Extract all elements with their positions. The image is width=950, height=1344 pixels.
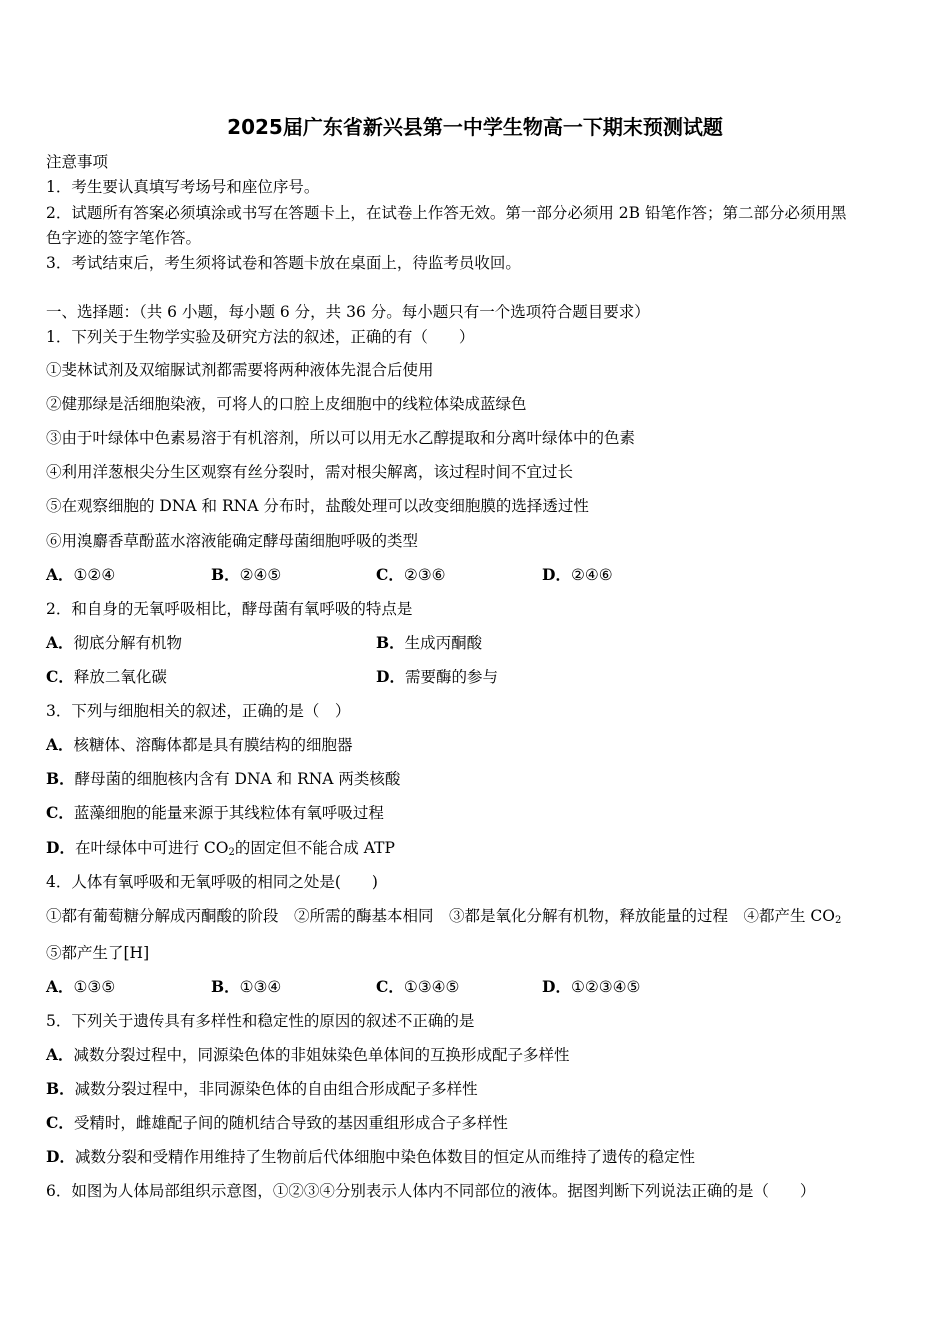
question-4-statements-line-1 — [46, 906, 841, 931]
option-label: D． — [542, 977, 571, 996]
option-label: D． — [376, 667, 405, 686]
question-1-option-b[interactable] — [211, 565, 281, 585]
question-3-option-b[interactable] — [46, 769, 400, 789]
option-text: ①②③④⑤ — [570, 978, 641, 996]
option-label: A． — [46, 565, 74, 584]
page-title: 2025届广东省新兴县第一中学生物高一下期末预测试题 — [227, 115, 723, 139]
question-2-option-c[interactable] — [46, 667, 167, 687]
option-text: 需要酶的参与 — [404, 668, 498, 686]
option-label: B． — [211, 565, 240, 584]
option-text: 核糖体、溶酶体都是具有膜结构的细胞器 — [73, 736, 353, 754]
option-label: C． — [46, 803, 74, 822]
question-6-stem: 6．如图为人体局部组织示意图，①②③④分别表示人体内不同部位的液体。据图判断下列说法正确的是（ ） — [46, 1182, 816, 1200]
question-1-statement-5: ⑤在观察细胞的 DNA 和 RNA 分布时，盐酸处理可以改变细胞膜的选择透过性 — [46, 497, 589, 515]
option-text: 减数分裂和受精作用维持了生物前后代体细胞中染色体数目的恒定从而维持了遗传的稳定性 — [74, 1148, 695, 1166]
question-1-option-a[interactable] — [46, 565, 115, 585]
section-heading: 一、选择题：（共 6 小题，每小题 6 分，共 36 分。每小题只有一个选项符合题目要求） — [46, 303, 650, 321]
notice-item-3: 3．考试结束后，考生须将试卷和答题卡放在桌面上，待监考员收回。 — [46, 254, 521, 272]
option-text: ①③④ — [239, 978, 282, 996]
question-1-statement-1: ①斐林试剂及双缩脲试剂都需要将两种液体先混合后使用 — [46, 361, 434, 379]
option-label: C． — [46, 1113, 74, 1132]
option-label: B． — [46, 1079, 75, 1098]
question-4-option-a[interactable] — [46, 977, 115, 997]
question-1-option-c[interactable] — [376, 565, 446, 585]
question-1-statement-6: ⑥用溴麝香草酚蓝水溶液能确定酵母菌细胞呼吸的类型 — [46, 532, 419, 550]
option-text: 蓝藻细胞的能量来源于其线粒体有氧呼吸过程 — [73, 804, 384, 822]
option-text: 减数分裂过程中，非同源染色体的自由组合形成配子多样性 — [74, 1080, 478, 1098]
option-label: B． — [46, 769, 75, 788]
option-text: 受精时，雌雄配子间的随机结合导致的基因重组形成合子多样性 — [73, 1114, 508, 1132]
option-label: A． — [46, 1045, 74, 1064]
question-5-option-b[interactable] — [46, 1079, 478, 1099]
option-text: 减数分裂过程中，同源染色体的非姐妹染色单体间的互换形成配子多样性 — [73, 1046, 570, 1064]
option-label: A． — [46, 633, 74, 652]
option-text: 酵母菌的细胞核内含有 DNA 和 RNA 两类核酸 — [74, 770, 401, 788]
option-label: C． — [376, 565, 404, 584]
statement-text: ①都有葡萄糖分解成丙酮酸的阶段 ②所需的酶基本相同 ③都是氧化分解有机物，释放能量的过程 ④都产生 CO — [46, 907, 835, 925]
question-3-option-a[interactable] — [46, 735, 353, 755]
question-5-option-a[interactable] — [46, 1045, 570, 1065]
option-label: A． — [46, 735, 74, 754]
question-1-statement-3: ③由于叶绿体中色素易溶于有机溶剂，所以可以用无水乙醇提取和分离叶绿体中的色素 — [46, 429, 636, 447]
question-1-statement-2: ②健那绿是活细胞染液，可将人的口腔上皮细胞中的线粒体染成蓝绿色 — [46, 395, 527, 413]
option-label: A． — [46, 977, 74, 996]
question-5-stem: 5．下列关于遗传具有多样性和稳定性的原因的叙述不正确的是 — [46, 1012, 475, 1030]
option-label: D． — [46, 838, 75, 857]
notice-heading: 注意事项 — [46, 153, 109, 171]
option-text: 的固定但不能合成 ATP — [234, 839, 395, 857]
notice-item-1: 1．考生要认真填写考场号和座位序号。 — [46, 178, 320, 196]
option-text: ②④⑥ — [570, 566, 613, 584]
question-4-stem: 4．人体有氧呼吸和无氧呼吸的相同之处是( ) — [46, 873, 378, 891]
notice-item-2-line-2: 色字迹的签字笔作答。 — [46, 229, 202, 247]
option-text: ②③⑥ — [403, 566, 446, 584]
option-label: D． — [542, 565, 571, 584]
subscript: 2 — [835, 915, 842, 926]
question-3-stem: 3．下列与细胞相关的叙述，正确的是（ ） — [46, 702, 351, 720]
question-4-option-c[interactable] — [376, 977, 459, 997]
option-label: C． — [46, 667, 74, 686]
question-4-option-b[interactable] — [211, 977, 281, 997]
question-2-option-b[interactable] — [376, 633, 482, 653]
question-4-option-d[interactable] — [542, 977, 640, 997]
question-1-option-d[interactable] — [542, 565, 613, 585]
question-2-stem: 2．和自身的无氧呼吸相比，酵母菌有氧呼吸的特点是 — [46, 600, 413, 618]
question-5-option-d[interactable] — [46, 1147, 695, 1167]
question-4-statements-line-2: ⑤都产生了[H] — [46, 944, 150, 962]
option-text: 生成丙酮酸 — [404, 634, 483, 652]
option-text: ①③④⑤ — [403, 978, 460, 996]
option-text: ①②④ — [73, 566, 116, 584]
option-text: ①③⑤ — [73, 978, 116, 996]
question-1-statement-4: ④利用洋葱根尖分生区观察有丝分裂时，需对根尖解离，该过程时间不宜过长 — [46, 463, 574, 481]
question-2-option-a[interactable] — [46, 633, 182, 653]
question-5-option-c[interactable] — [46, 1113, 508, 1133]
question-1-stem: 1．下列关于生物学实验及研究方法的叙述，正确的有（ ） — [46, 328, 475, 346]
subscript: 2 — [228, 847, 235, 858]
option-label: B． — [376, 633, 405, 652]
option-text: 彻底分解有机物 — [73, 634, 183, 652]
option-label: C． — [376, 977, 404, 996]
option-text: 在叶绿体中可进行 CO — [74, 839, 229, 857]
question-2-option-d[interactable] — [376, 667, 498, 687]
question-3-option-d[interactable] — [46, 838, 395, 863]
option-text: 释放二氧化碳 — [73, 668, 167, 686]
option-label: D． — [46, 1147, 75, 1166]
option-text: ②④⑤ — [239, 566, 282, 584]
notice-item-2-line-1: 2．试题所有答案必须填涂或书写在答题卡上，在试卷上作答无效。第一部分必须用 2B 铅笔作答；第二部分必须用黑 — [46, 204, 847, 222]
option-label: B． — [211, 977, 240, 996]
question-3-option-c[interactable] — [46, 803, 384, 823]
